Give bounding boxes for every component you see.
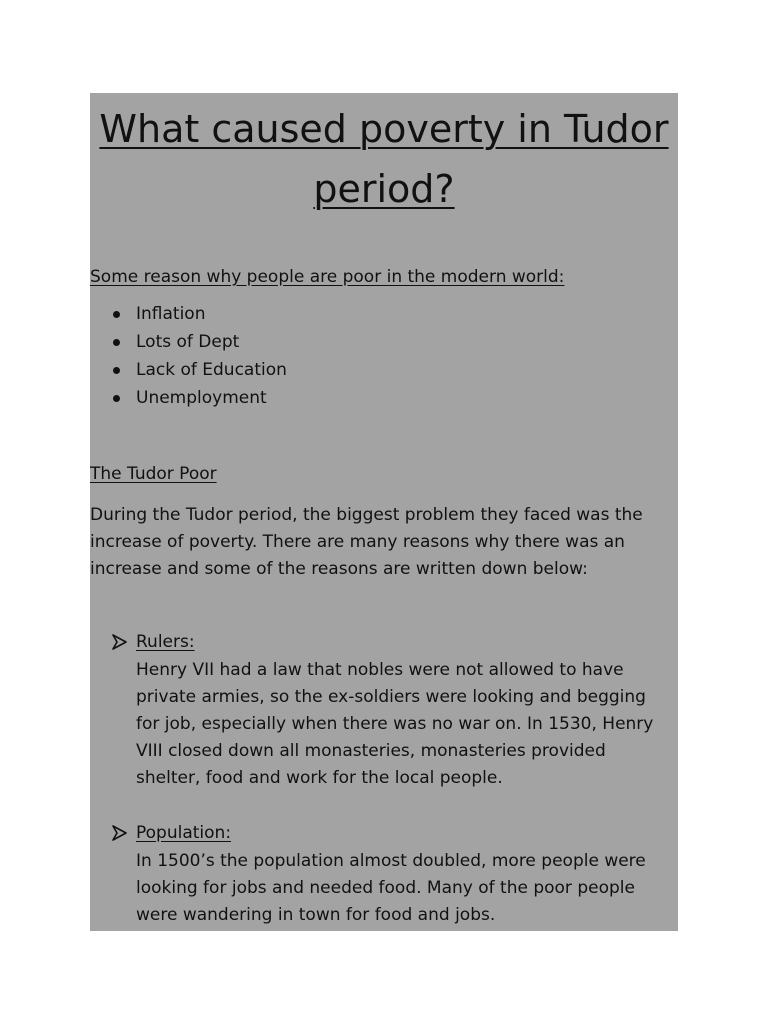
bullet-icon: [113, 339, 120, 346]
document-page: [90, 93, 678, 931]
reason-text: Henry VII had a law that nobles were not allowed to have private armies, so the ex-soldiers were looking and begging for job, especially when there was no war on. In 1530, Henry VIII closed down all monasteries, monasteries provided shelter, food and work for the local people.: [136, 660, 654, 788]
tudor-poor-heading: The Tudor Poor: [90, 464, 217, 484]
modern-reasons-heading: Some reason why people are poor in the modern world:: [90, 267, 565, 287]
bullet-icon: [113, 311, 120, 318]
modern-reasons-list: [90, 303, 287, 415]
list-item: [90, 331, 287, 359]
reason-heading: Population:: [136, 823, 232, 843]
list-item-text: Unemployment: [136, 388, 267, 408]
bullet-icon: [113, 395, 120, 402]
arrow-bullet-icon: [111, 634, 127, 650]
page-title-text: What caused poverty in Tudor period?: [99, 107, 669, 211]
reason-text: In 1500’s the population almost doubled, more people were looking for jobs and needed food. Many of the poor people were wandering in town for food and jobs.: [136, 851, 646, 925]
tudor-poor-paragraph: During the Tudor period, the biggest problem they faced was the increase of poverty. There are many reasons why there was an increase and some of the reasons are written down below:: [90, 505, 643, 579]
list-item: [90, 359, 287, 387]
arrow-bullet-icon: [111, 825, 127, 841]
page-title: [90, 99, 678, 219]
list-item: [90, 387, 287, 415]
list-item: [90, 303, 287, 331]
list-item-text: Inflation: [136, 304, 206, 324]
list-item-text: Lots of Dept: [136, 332, 240, 352]
bullet-icon: [113, 367, 120, 374]
list-item-text: Lack of Education: [136, 360, 287, 380]
reason-heading: Rulers:: [136, 632, 195, 652]
